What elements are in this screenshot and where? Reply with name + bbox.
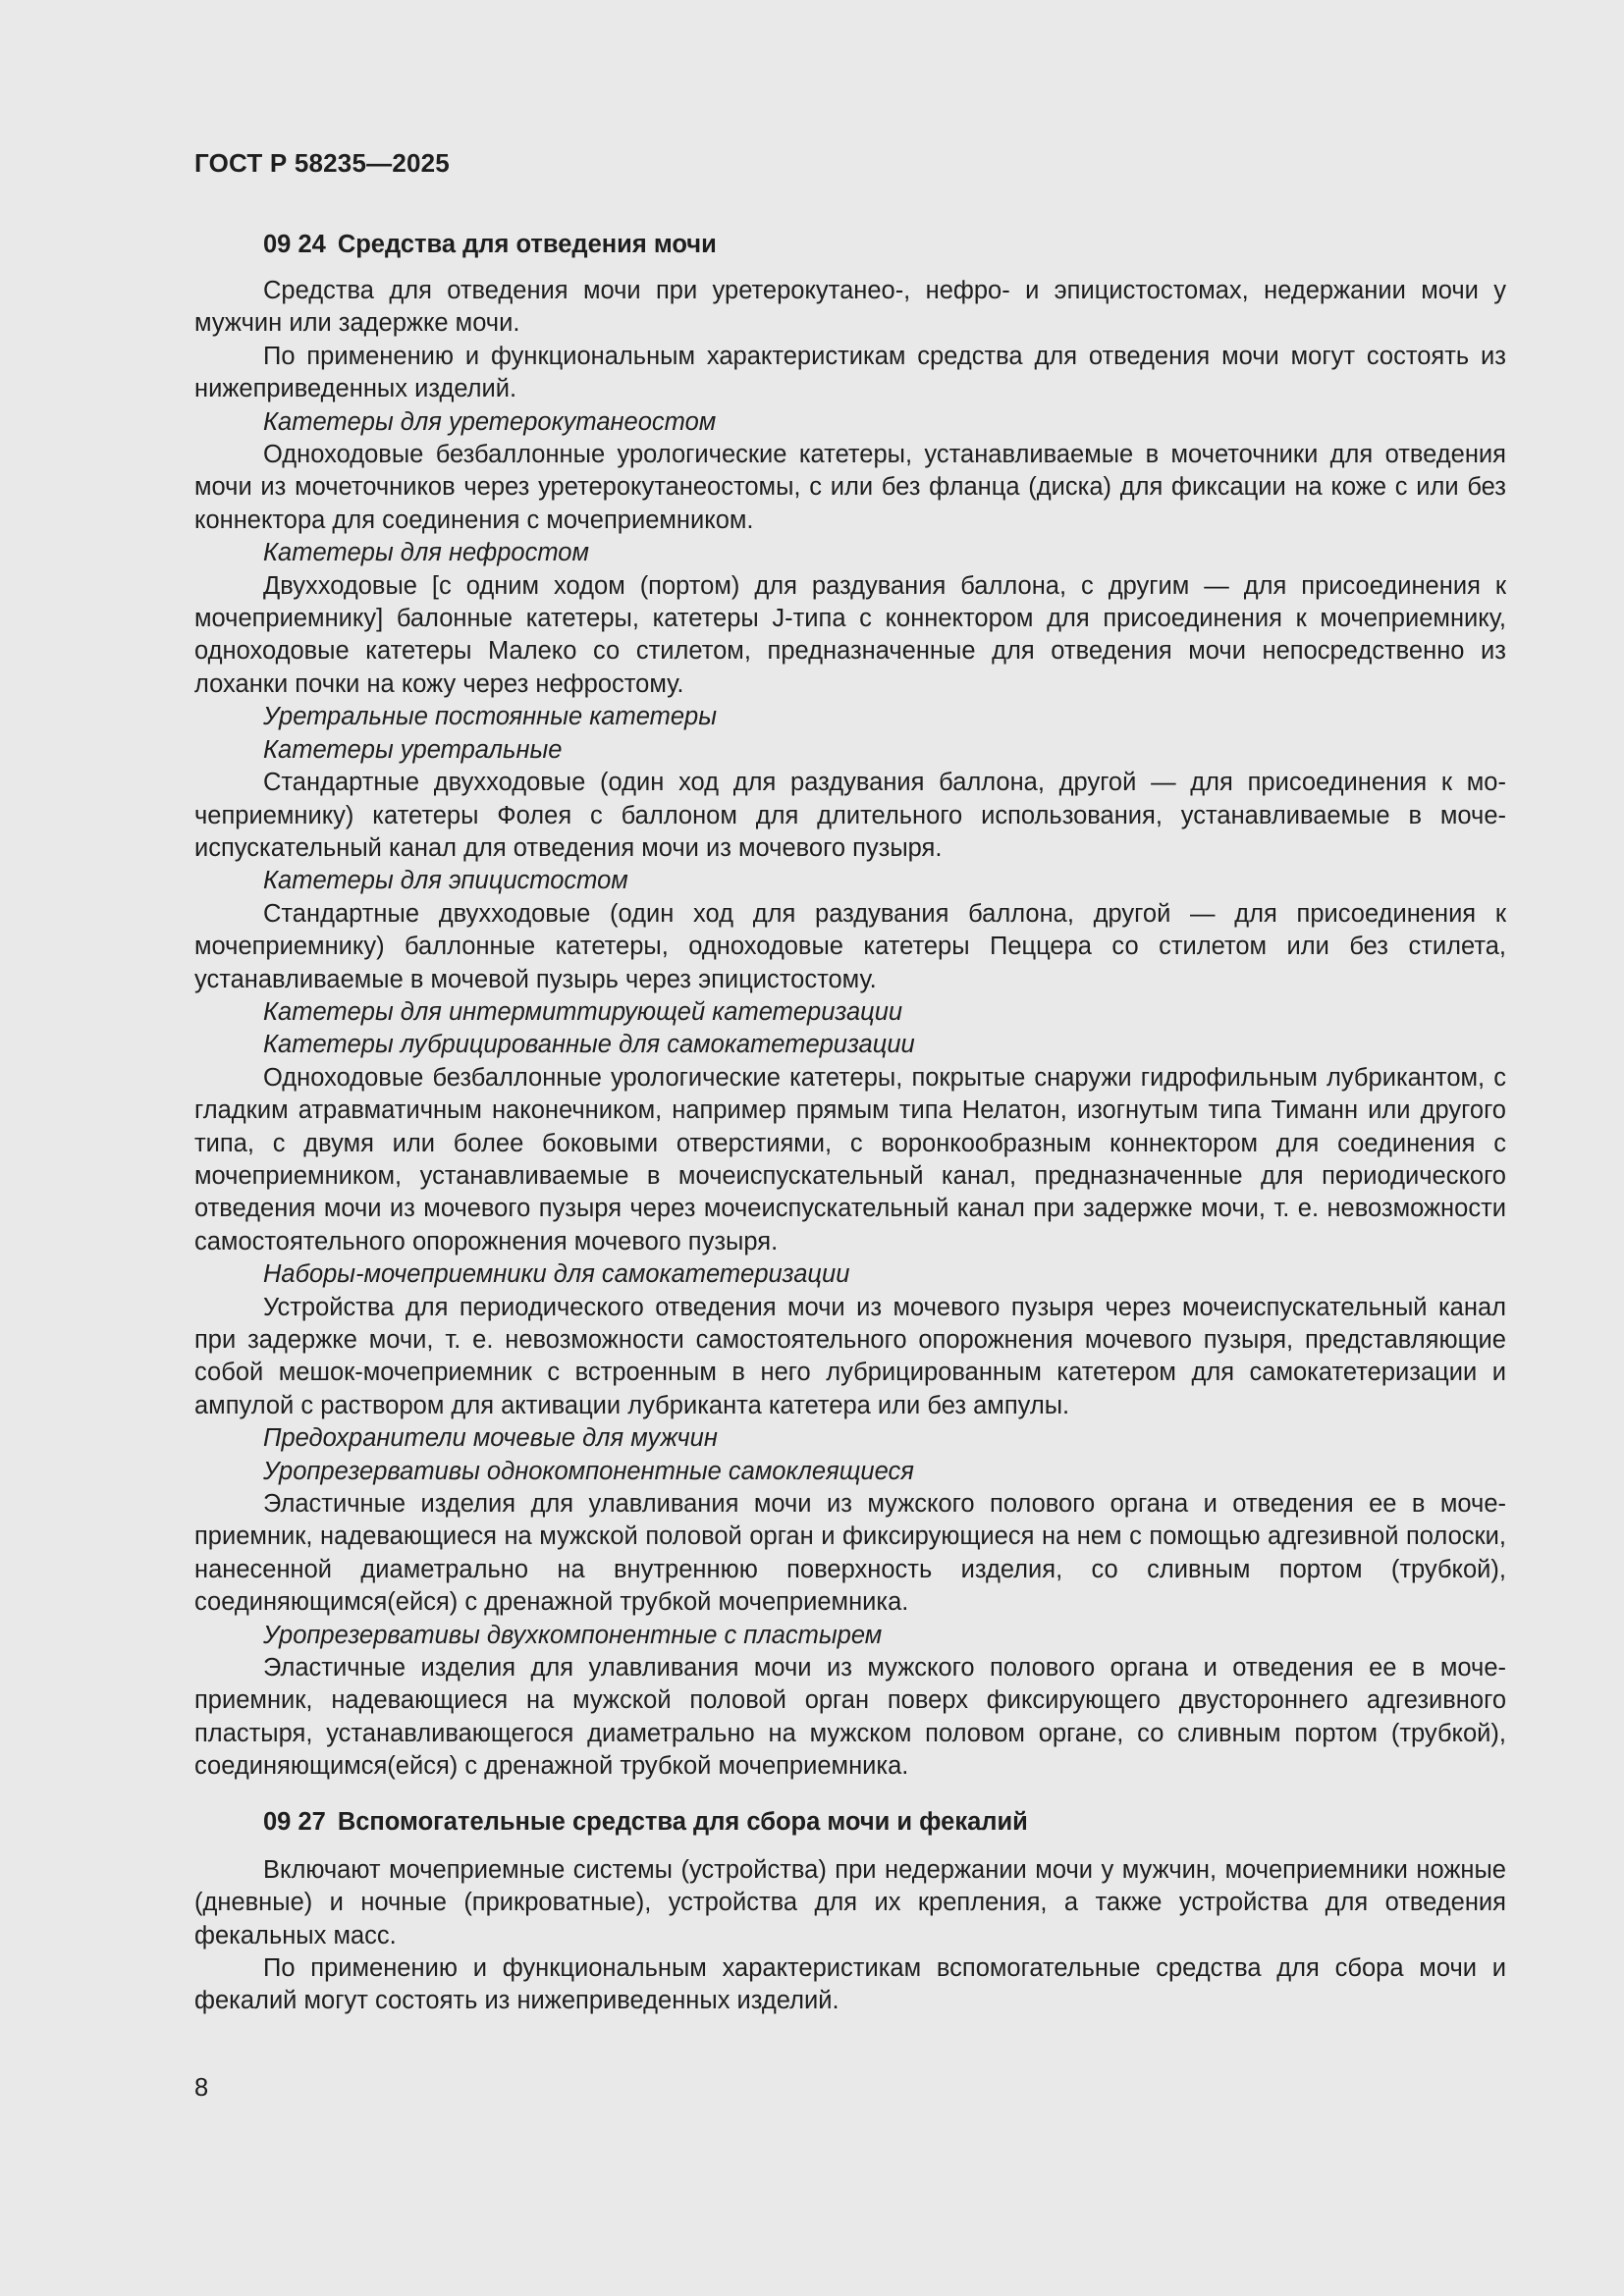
paragraph: Одноходовые безбаллонные урологические катетеры, устанавливаемые в мочеточники для отведения мочи из мочеточников через уретерокутанеостомы, с или без фланца (диска) для фиксации на коже с или без коннектора для соединения с мочеприемником. <box>194 441 1506 534</box>
subsection-title: Катетеры для интермиттирующей катетеризации <box>263 997 903 1026</box>
paragraph: Включают мочеприемные системы (устройства) при недержании мочи у мужчин, мочеприемники ножные (дневные) и ночные (прикроватные), устройства для их крепления, а также устройства для отведения фекальных масс. <box>194 1855 1506 1949</box>
subsection-title: Уропрезервативы однокомпонентные самоклеящиеся <box>263 1457 914 1485</box>
paragraph: По применению и функциональным характеристикам средства для отведения мочи могут состоять из нижеприведенных изделий. <box>194 342 1506 403</box>
section-number: 09 27 <box>263 1807 326 1836</box>
section-title: Вспомогательные средства для сбора мочи и фекалий <box>337 1807 1028 1836</box>
paragraph: Эластичные изделия для улавливания мочи из мужского полового органа и отведения ее в мочеприемник, надевающиеся на мужской половой орган и фиксирующиеся на нем с помощью адгезивной полоски, нанесенной диаметрально на внутреннюю поверхность изделия, со сливным портом (трубкой), соединяющимся(ейся) с дренажной трубкой мочеприемника. <box>194 1490 1506 1617</box>
section-heading-0927 <box>194 1805 1506 1839</box>
paragraph: Устройства для периодического отведения мочи из мочевого пузыря через мочеиспускательный канал при задержке мочи, т. е. невозможности самостоятельного опорожнения мочевого пузыря, представляющие собой мешок-мочеприемник с встроенным в него лубрицированным катетером для самокатетеризации и ампулой с раствором для активации лубриканта катетера или без ампулы. <box>194 1293 1506 1419</box>
subsection-title: Катетеры для уретерокутанеостом <box>263 407 717 436</box>
page-number: 8 <box>194 2074 209 2102</box>
subsection-title: Наборы-мочеприемники для самокатетеризации <box>263 1260 850 1289</box>
section-heading-0924 <box>194 228 1506 261</box>
subsection-title: Катетеры уретральные <box>263 735 563 764</box>
subsection-title: Катетеры лубрицированные для самокатетеризации <box>263 1031 915 1059</box>
section-title: Средства для отведения мочи <box>337 231 717 258</box>
subsection-title: Предохранители мочевые для мужчин <box>263 1424 718 1453</box>
paragraph: По применению и функциональным характеристикам вспомогательные средства для сбора мочи и фекалий могут состоять из нижеприведенных изделий. <box>194 1953 1506 2015</box>
section-number: 09 24 <box>263 231 326 258</box>
paragraph: Двухходовые [с одним ходом (портом) для раздувания баллона, с другим — для присоединения к мочеприемнику] балонные катетеры, катетеры J-типа с коннектором для присоединения к мочеприемнику, одноходовые катетеры Малеко со стилетом, предназначенные для отведения мочи непосредственно из лоханки почки на кожу через нефростому. <box>194 571 1506 698</box>
document-page <box>194 145 1506 2018</box>
document-code-header: ГОСТ Р 58235—2025 <box>194 148 450 178</box>
paragraph: Средства для отведения мочи при уретерокутанео-, нефро- и эпицистостомах, недержании мочи у мужчин или задержке мочи. <box>194 277 1506 338</box>
subsection-title: Катетеры для эпицистостом <box>263 867 628 895</box>
subsection-title: Уропрезервативы двухкомпонентные с пластырем <box>263 1621 883 1649</box>
paragraph: Эластичные изделия для улавливания мочи из мужского полового органа и отведения ее в мочеприемник, надевающиеся на мужской половой орган поверх фиксирующего двустороннего адгезивного пластыря, устанавливающегося диаметрально на мужском половом органе, со сливным портом (трубкой), соединяющимся(ейся) с дренажной трубкой мочеприемника. <box>194 1654 1506 1781</box>
subsection-title: Катетеры для нефростом <box>263 539 589 567</box>
paragraph: Одноходовые безбаллонные урологические катетеры, покрытые снаружи гидрофильным лубрикантом, с гладким атравматичным наконечником, например прямым типа Нелатон, изогнутым типа Тиманн или другого типа, с двумя или более боковыми отверстиями, с воронкообразным коннектором для соединения с мочеприемником, устанавливаемые в мочеиспускательный канал, предназначенные для периодического отведения мочи из мочевого пузыря через мочеиспускательный канал при задержке мочи, т. е. невозможности самостоятельного опорожнения мочевого пузыря. <box>194 1063 1506 1255</box>
paragraph: Стандартные двухходовые (один ход для раздувания баллона, другой — для присоединения к мочеприемнику) баллонные катетеры, одноходовые катетеры Пеццера со стилетом или без стилета, устанавливаемые в мочевой пузырь через эпицистостому. <box>194 899 1506 993</box>
paragraph: Стандартные двухходовые (один ход для раздувания баллона, другой — для присоединения к мочеприемнику) катетеры Фолея с баллоном для длительного использования, устанавливаемые в мочеиспускательный канал для отведения мочи из мочевого пузыря. <box>194 769 1506 862</box>
subsection-title: Уретральные постоянные катетеры <box>263 703 717 731</box>
